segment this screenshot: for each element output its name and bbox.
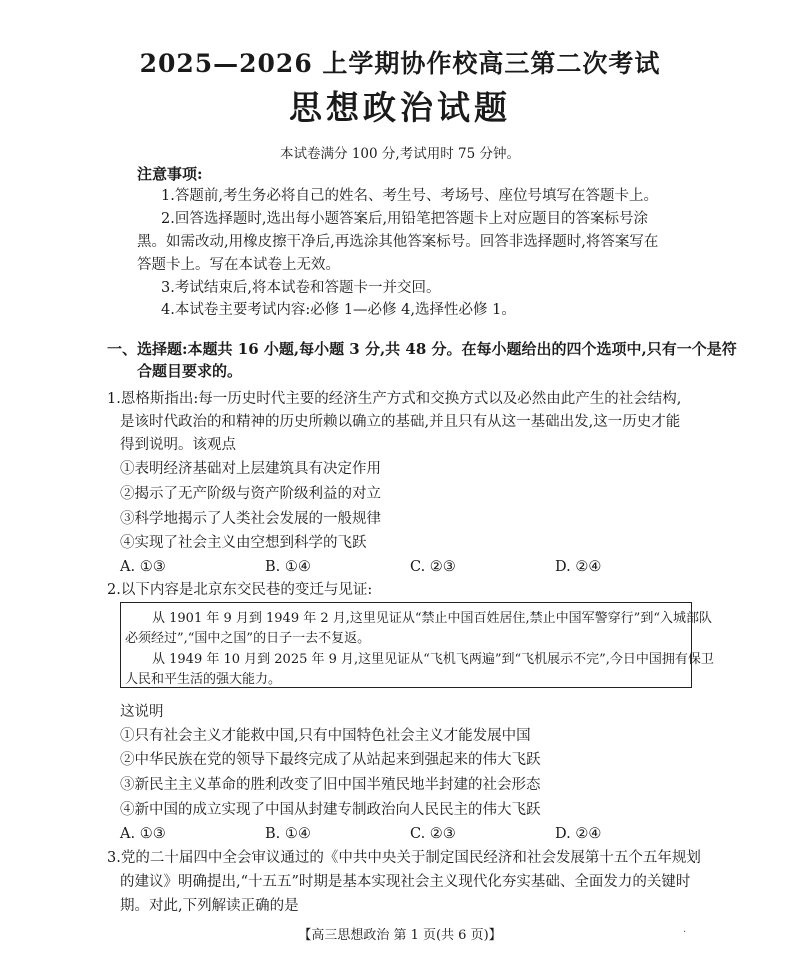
page-footer: 【高三思想政治 第 1 页(共 6 页)】 xyxy=(298,928,502,943)
q3-stem-line: 期。对此,下列解读正确的是 xyxy=(120,898,299,914)
q2-box-line: 从 1949 年 10 月到 2025 年 9 月,这里见证从“飞机飞两遍”到“飞机展示不完”,今日中国拥有保卫 xyxy=(152,652,714,667)
q3-stem-line: 3.党的二十届四中全会审议通过的《中共中央关于制定国民经济和社会发展第十五个五年规划 xyxy=(107,850,701,866)
q1-option-a: A. ①③ xyxy=(120,559,166,575)
q1-statement: ④实现了社会主义由空想到科学的飞跃 xyxy=(120,535,367,551)
q1-stem-line: 1.恩格斯指出:每一历史时代主要的经济生产方式和交换方式以及必然由此产生的社会结构, xyxy=(107,391,682,407)
q2-stem: 2.以下内容是北京东交民巷的变迁与见证: xyxy=(107,582,373,598)
notes-line: 3.考试结束后,将本试卷和答题卡一并交回。 xyxy=(161,280,441,296)
q2-lead: 这说明 xyxy=(120,704,164,720)
corner-mark: · xyxy=(683,927,687,938)
q1-option-d: D. ②④ xyxy=(555,559,602,575)
section-heading: 合题目要求的。 xyxy=(137,362,243,380)
q2-statement: ③新民主主义革命的胜利改变了旧中国半殖民地半封建的社会形态 xyxy=(120,777,541,793)
notes-line: 1.答题前,考生务必将自己的姓名、考生号、考场号、座位号填写在答题卡上。 xyxy=(161,188,658,204)
q1-option-b: B. ①④ xyxy=(265,559,311,575)
section-heading: 一、选择题:本题共 16 小题,每小题 3 分,共 48 分。在每小题给出的四个选项中,只有一个是符 xyxy=(107,340,737,358)
q1-statement: ②揭示了无产阶级与资产阶级利益的对立 xyxy=(120,486,381,502)
notes-heading: 注意事项: xyxy=(137,165,203,183)
notes-line: 答题卡上。写在本试卷上无效。 xyxy=(137,257,340,273)
subject-title: 思想政治试题 xyxy=(289,88,511,127)
q1-stem-line: 得到说明。该观点 xyxy=(120,437,236,453)
q2-statement: ④新中国的成立实现了中国从封建专制政治向人民民主的伟大飞跃 xyxy=(120,802,541,818)
q2-option-a: A. ①③ xyxy=(120,826,166,842)
notes-line: 2.回答选择题时,选出每小题答案后,用铅笔把答题卡上对应题目的答案标号涂 xyxy=(161,211,649,227)
score-note: 本试卷满分 100 分,考试用时 75 分钟。 xyxy=(280,146,520,162)
q1-stem-line: 是该时代政治的和精神的历史所赖以确立的基础,并且只有从这一基础出发,这一历史才能 xyxy=(120,414,681,430)
notes-line: 黑。如需改动,用橡皮擦干净后,再选涂其他答案标号。回答非选择题时,将答案写在 xyxy=(137,234,659,250)
q1-statement: ③科学地揭示了人类社会发展的一般规律 xyxy=(120,511,381,527)
q2-option-d: D. ②④ xyxy=(555,826,602,842)
notes-line: 4.本试卷主要考试内容:必修 1—必修 4,选择性必修 1。 xyxy=(161,302,516,318)
q2-box-line: 从 1901 年 9 月到 1949 年 2 月,这里见证从“禁止中国百姓居住,禁止中国军警穿行”到“入城部队 xyxy=(152,611,712,626)
q2-statement: ①只有社会主义才能救中国,只有中国特色社会主义才能发展中国 xyxy=(120,728,531,744)
q3-stem-line: 的建议》明确提出,“十五五”时期是基本实现社会主义现代化夯实基础、全面发力的关键时 xyxy=(120,874,691,890)
q2-statement: ②中华民族在党的领导下最终完成了从站起来到强起来的伟大飞跃 xyxy=(120,752,541,768)
q1-option-c: C. ②③ xyxy=(410,559,456,575)
q2-option-b: B. ①④ xyxy=(265,826,311,842)
q2-box-line: 人民和平生活的强大能力。 xyxy=(125,672,282,687)
q1-statement: ①表明经济基础对上层建筑具有决定作用 xyxy=(120,461,381,477)
q2-box-line: 必须经过”,“国中之国”的日子一去不复返。 xyxy=(125,631,371,646)
exam-title: 2025—2026 上学期协作校高三第二次考试 xyxy=(139,49,661,78)
q2-option-c: C. ②③ xyxy=(410,826,456,842)
